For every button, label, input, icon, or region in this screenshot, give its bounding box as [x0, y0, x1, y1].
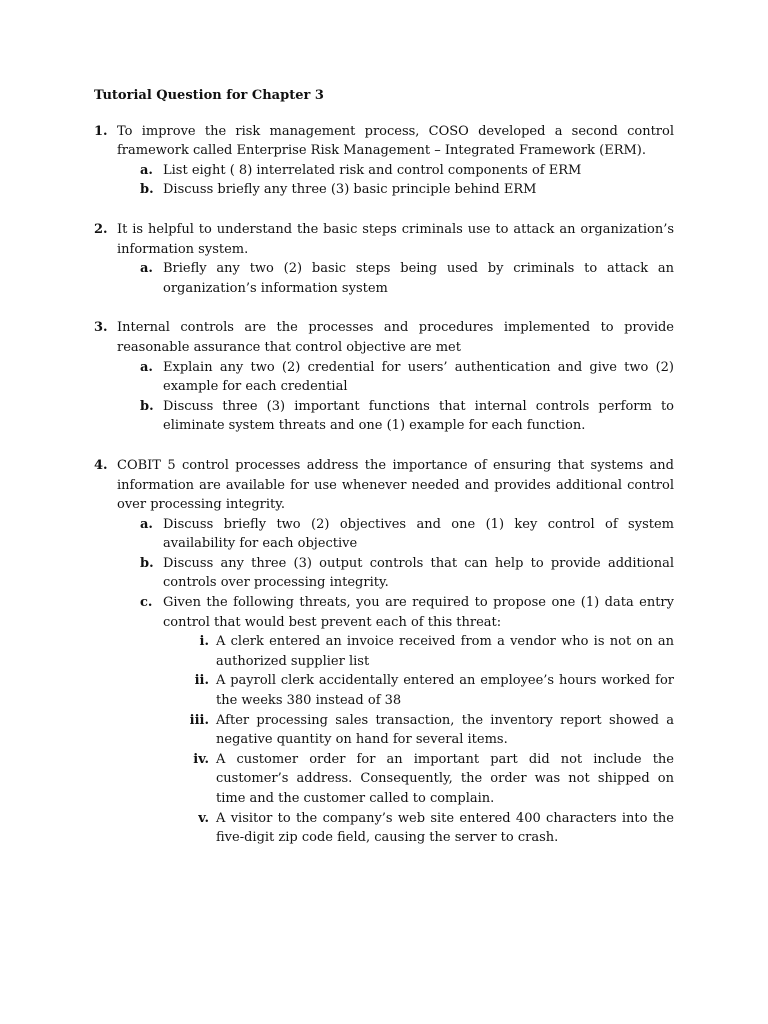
threat-text: A clerk entered an invoice received from a vendor who is not on an authorized supplier list [216, 634, 674, 669]
question-1 [94, 122, 674, 200]
threat-item [185, 809, 674, 848]
question-number: 3. [94, 320, 108, 336]
threat-label: ii. [194, 673, 209, 689]
question-body [117, 456, 674, 848]
threat-item [185, 750, 674, 809]
sub-question [140, 161, 674, 181]
threat-text: A payroll clerk accidentally entered an employee’s hours worked for the weeks 380 instead of 38 [216, 673, 674, 709]
sub-question-text: Briefly any two (2) basic steps being used by criminals to attack an organization’s information system [163, 261, 674, 296]
sub-question-content [163, 593, 674, 848]
question-3 [94, 318, 674, 436]
sub-question-text: Given the following threats, you are required to propose one (1) data entry control that would best prevent each of this threat: [163, 595, 674, 630]
threat-label: iv. [193, 751, 209, 767]
question-number: 4. [94, 457, 108, 473]
sub-question-list [117, 259, 674, 298]
sub-question [140, 593, 674, 848]
question-text: Internal controls are the processes and procedures implemented to provide reasonable assurance that control objective are met [117, 320, 674, 355]
question-text: It is helpful to understand the basic steps criminals use to attack an organization’s information system. [117, 221, 674, 257]
sub-question [140, 180, 674, 200]
sub-question-text: Discuss briefly any three (3) basic principle behind ERM [163, 182, 537, 198]
sub-question-label: a. [140, 516, 153, 532]
threat-item [185, 671, 674, 710]
sub-question-label: a. [140, 261, 153, 277]
threat-label: v. [198, 810, 209, 826]
question-body [117, 122, 674, 200]
sub-question-text: Discuss any three (3) output controls that can help to provide additional controls over processing integrity. [163, 555, 674, 591]
document-title: Tutorial Question for Chapter 3 [94, 88, 324, 103]
question-number: 2. [94, 221, 108, 237]
sub-question [140, 358, 674, 397]
sub-question-text: Explain any two (2) credential for users’ authentication and give two (2) example for each credential [163, 359, 674, 395]
threat-item [185, 711, 674, 750]
threat-label: i. [199, 634, 209, 650]
question-text: To improve the risk management process, COSO developed a second control framework called Enterprise Risk Management – Integrated Framework (ERM). [117, 123, 674, 159]
sub-question-text: Discuss three (3) important functions that internal controls perform to eliminate system threats and one (1) example for each function. [163, 398, 674, 434]
threat-item [185, 632, 674, 671]
sub-question-list [117, 515, 674, 848]
sub-question-list [117, 161, 674, 200]
question-list [94, 122, 674, 848]
sub-question-label: b. [140, 398, 154, 414]
question-body [117, 318, 674, 436]
threat-text: A customer order for an important part did not include the customer’s address. Consequently, the order was not shipped on time and the customer called to complain. [216, 751, 674, 806]
question-2 [94, 220, 674, 298]
sub-question [140, 259, 674, 298]
sub-question [140, 515, 674, 554]
threat-text: After processing sales transaction, the inventory report showed a negative quantity on hand for several items. [216, 712, 674, 748]
sub-question-text: List eight ( 8) interrelated risk and control components of ERM [163, 162, 582, 178]
sub-question-label: b. [140, 182, 154, 198]
sub-question-label: a. [140, 359, 153, 375]
threat-text: A visitor to the company’s web site entered 400 characters into the five-digit zip code field, causing the server to crash. [216, 810, 674, 846]
sub-question-label: a. [140, 162, 153, 178]
sub-question-list [117, 358, 674, 436]
threat-label: iii. [189, 712, 209, 728]
sub-question [140, 554, 674, 593]
threat-list [163, 632, 674, 848]
sub-question-text: Discuss briefly two (2) objectives and one (1) key control of system availability for each objective [163, 516, 674, 552]
sub-question-label: c. [140, 595, 153, 611]
question-text: COBIT 5 control processes address the importance of ensuring that systems and information are available for use whenever needed and provides additional control over processing integrity. [117, 457, 674, 513]
question-number: 1. [94, 123, 108, 139]
question-body [117, 220, 674, 298]
question-4 [94, 456, 674, 848]
sub-question-label: b. [140, 555, 154, 571]
sub-question [140, 397, 674, 436]
